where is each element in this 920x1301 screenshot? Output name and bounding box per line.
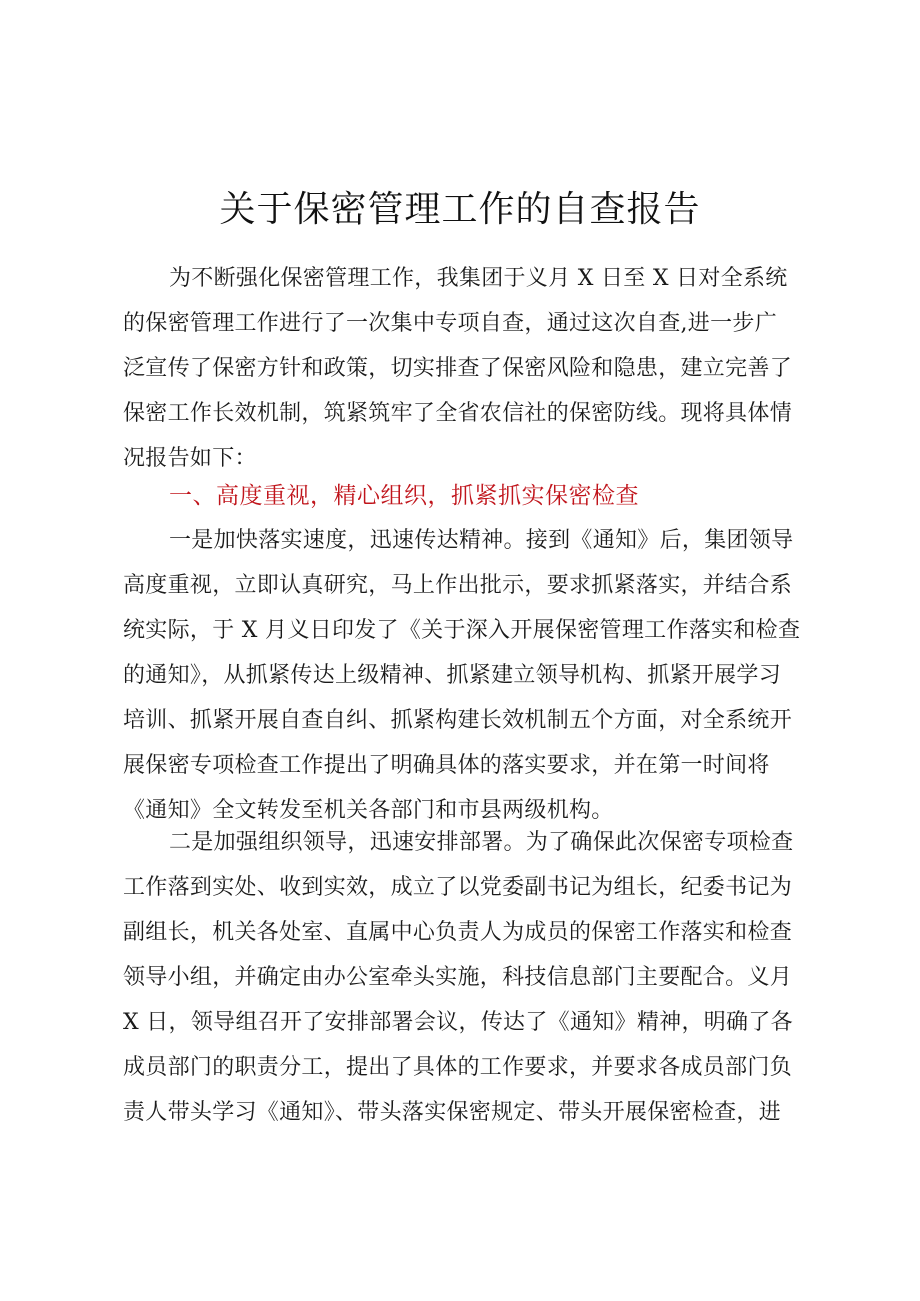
paragraph-line: 培训、抓紧开展自查自纠、抓紧构建长效机制五个方面，对全系统开 [123,708,793,733]
document-title: 关于保密管理工作的自查报告 [219,189,701,230]
paragraph-line: 为不断强化保密管理工作，我集团于义月 X 日至 X 日对全系统 [169,266,788,291]
paragraph-line: 领导小组，并确定由办公室牵头实施，科技信息部门主要配合。义月 [123,965,793,990]
section-paragraph-1 [123,518,813,833]
paragraph-line: 工作落到实处、收到实效，成立了以党委副书记为组长，纪委书记为 [123,875,793,900]
paragraph-line: 保密工作长效机制，筑紧筑牢了全省农信社的保密防线。现将具体情 [123,401,793,426]
paragraph-line: 统实际，于 X 月义日印发了《关于深入开展保密管理工作落实和检查 [123,618,801,643]
paragraph-line: 副组长，机关各处室、直属中心负责人为成员的保密工作落实和检查 [123,920,793,945]
intro-paragraph [123,256,813,481]
paragraph-line: 二是加强组织领导，迅速安排部署。为了确保此次保密专项检查 [169,830,794,855]
section-heading-1: 一、高度重视，精心组织，抓紧抓实保密检查 [169,483,639,509]
paragraph-line: 一是加快落实速度，迅速传达精神。接到《通知》后，集团领导 [169,528,794,553]
paragraph-line: 《通知》全文转发至机关各部门和市县两级机构。 [123,798,614,823]
paragraph-line: 责人带头学习《通知》、带头落实保密规定、带头开展保密检查，进 [123,1100,782,1125]
paragraph-line: 泛宣传了保密方针和政策，切实排查了保密风险和隐患，建立完善了 [123,356,793,381]
paragraph-line: 的保密管理工作进行了一次集中专项自查，通过这次自查,进一步广 [123,311,777,336]
paragraph-line: 高度重视，立即认真研究，马上作出批示，要求抓紧落实，并结合系 [123,573,793,598]
paragraph-line: X 日，领导组召开了安排部署会议，传达了《通知》精神，明确了各 [123,1010,793,1035]
paragraph-line: 成员部门的职责分工，提出了具体的工作要求，并要求各成员部门负 [123,1055,793,1080]
section-paragraph-2 [123,820,813,1135]
paragraph-line: 况报告如下： [123,446,257,471]
paragraph-line: 展保密专项检查工作提出了明确具体的落实要求，并在第一时间将 [123,753,770,778]
paragraph-line: 的通知》，从抓紧传达上级精神、抓紧建立领导机构、抓紧开展学习 [123,663,782,688]
